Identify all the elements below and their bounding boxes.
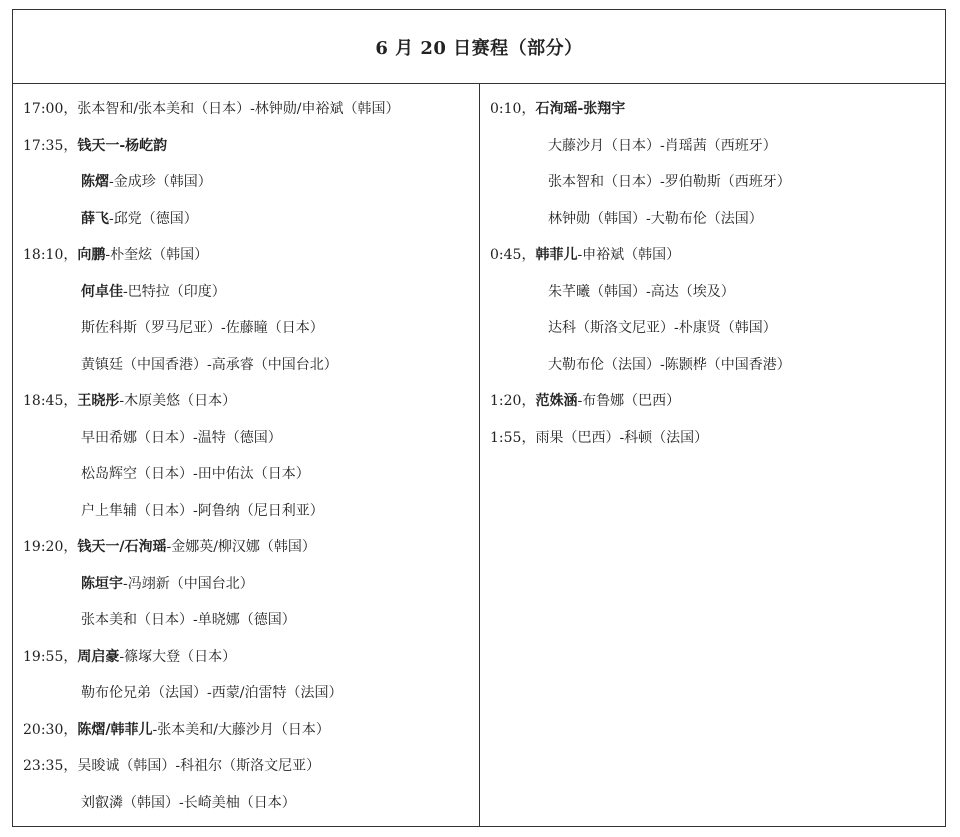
match-text: -金娜英/柳汉娜（韩国）: [166, 539, 316, 555]
page-title: 6 月 20 日赛程（部分）: [375, 37, 583, 59]
match-text: -金成珍（韩国）: [109, 174, 212, 190]
china-player-name: 陈熠/韩菲儿: [77, 721, 153, 738]
china-player-name: 范姝涵: [535, 393, 578, 409]
match-time: 0:45，: [490, 247, 536, 263]
match-text: 大勒布伦（法国）-陈颢桦（中国香港）: [548, 356, 791, 373]
match-time: 20:30，: [23, 721, 78, 738]
china-player-name: 石洵瑶-张翔宇: [535, 101, 626, 117]
match-text: 朱芊曦（韩国）-高达（埃及）: [548, 283, 735, 300]
match-text: 大藤沙月（日本）-肖瑶茜（西班牙）: [548, 137, 777, 154]
match-text: -冯翊新（中国台北）: [123, 575, 254, 592]
china-player-name: 陈熠: [81, 174, 109, 190]
match-text: -篠塚大登（日本）: [119, 648, 237, 665]
right-column: [480, 84, 945, 826]
schedule-row: [480, 317, 945, 354]
match-text: -巴特拉（印度）: [123, 283, 226, 300]
title-row: [13, 10, 945, 84]
schedule-row: [13, 98, 479, 135]
schedule-row: [480, 354, 945, 391]
schedule-row: [480, 281, 945, 318]
match-text: 刘叡潾（韩国）-长崎美柚（日本）: [81, 794, 296, 811]
match-text: 户上隼辅（日本）-阿鲁纳（尼日利亚）: [81, 502, 324, 519]
schedule-row: [13, 500, 479, 537]
schedule-table: [12, 9, 946, 827]
schedule-row: [480, 390, 945, 427]
match-text: -张本美和/大藤沙月（日本）: [152, 721, 330, 738]
china-player-name: 周启豪: [77, 648, 120, 665]
match-text: -朴奎炫（韩国）: [105, 247, 209, 263]
schedule-row: [13, 354, 479, 391]
china-player-name: 何卓佳: [81, 283, 123, 300]
match-text: 黄镇廷（中国香港）-高承睿（中国台北）: [81, 356, 338, 373]
match-time: 0:10，: [490, 101, 536, 117]
schedule-row: [13, 755, 479, 792]
match-time: 19:55，: [23, 648, 78, 665]
match-time: 18:10，: [23, 247, 78, 263]
match-time: 17:00，: [23, 101, 78, 117]
china-player-name: 钱天一/石洵瑶: [77, 539, 167, 555]
china-player-name: 向鹏: [77, 247, 106, 263]
match-text: 张本智和（日本）-罗伯勒斯（西班牙）: [548, 174, 791, 190]
schedule-row: [13, 171, 479, 208]
schedule-row: [13, 208, 479, 245]
schedule-row: [13, 573, 479, 610]
china-player-name: 韩菲儿: [535, 247, 578, 263]
china-player-name: 钱天一-杨屹韵: [77, 137, 168, 154]
schedule-row: [13, 463, 479, 500]
schedule-row: [13, 719, 479, 756]
schedule-row: [13, 646, 479, 683]
match-text: 斯佐科斯（罗马尼亚）-佐藤瞳（日本）: [81, 320, 324, 336]
schedule-row: [13, 317, 479, 354]
schedule-row: [13, 536, 479, 573]
match-text: 达科（斯洛文尼亚）-朴康贤（韩国）: [548, 320, 777, 336]
match-text: 早田希娜（日本）-温特（德国）: [81, 429, 282, 446]
match-time: 17:35，: [23, 137, 78, 154]
schedule-row: [13, 244, 479, 281]
schedule-row: [13, 792, 479, 829]
match-time: 19:20，: [23, 539, 78, 555]
schedule-row: [13, 390, 479, 427]
schedule-row: [480, 208, 945, 245]
match-time: 18:45，: [23, 393, 78, 409]
schedule-row: [13, 135, 479, 172]
schedule-row: [13, 682, 479, 719]
match-time: 1:20，: [490, 393, 536, 409]
match-text: 吴晙诚（韩国）-科祖尔（斯洛文尼亚）: [77, 758, 321, 774]
match-text: 雨果（巴西）-科顿（法国）: [535, 429, 709, 446]
match-text: -申裕斌（韩国）: [577, 247, 681, 263]
china-player-name: 薛飞: [81, 210, 109, 227]
match-text: 林钟勋（韩国）-大勒布伦（法国）: [548, 210, 763, 227]
schedule-row: [13, 427, 479, 464]
left-column: [13, 84, 480, 826]
china-player-name: 王晓彤: [77, 393, 120, 409]
schedule-row: [480, 427, 945, 464]
match-text: 勒布伦兄弟（法国）-西蒙/泊雷特（法国）: [81, 685, 343, 701]
schedule-row: [480, 171, 945, 208]
match-time: 23:35，: [23, 758, 78, 774]
match-text: 张本美和（日本）-单晓娜（德国）: [81, 612, 296, 628]
match-time: 1:55，: [490, 429, 536, 446]
china-player-name: 陈垣宇: [81, 575, 123, 592]
match-text: -邱党（德国）: [109, 210, 198, 227]
schedule-row: [480, 135, 945, 172]
match-text: 张本智和/张本美和（日本）-林钟勋/申裕斌（韩国）: [77, 101, 400, 117]
schedule-row: [13, 609, 479, 646]
match-text: -布鲁娜（巴西）: [577, 393, 681, 409]
schedule-row: [480, 244, 945, 281]
schedule-row: [480, 98, 945, 135]
match-text: 松岛辉空（日本）-田中佑汰（日本）: [81, 466, 310, 482]
schedule-row: [13, 281, 479, 318]
match-text: -木原美悠（日本）: [119, 393, 237, 409]
